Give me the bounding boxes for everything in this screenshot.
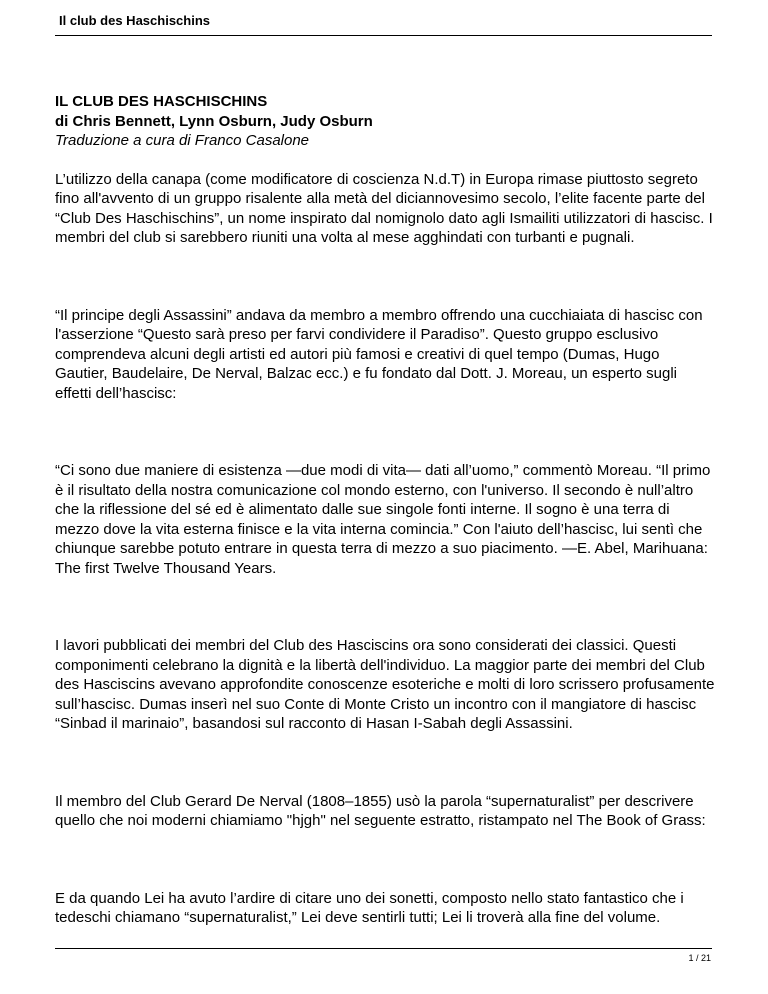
article-title: IL CLUB DES HASCHISCHINS xyxy=(55,93,268,110)
paragraph-2: “Il principe degli Assassini” andava da membro a membro offrendo una cucchiaiata di hascisc con l'asserzione “Questo sarà preso per farvi condividere il Paradiso”. Questo gruppo esclusivo comprendeva alcuni degli artisti ed autori più famosi e creativi di quel tempo (Dumas, Hugo Gautier, Baudelaire, De Nerval, Balzac ecc.) e fu fondato dal Dott. J. Moreau, un esperto sugli effetti dell’hascisc: xyxy=(55,306,703,402)
paragraph-6: E da quando Lei ha avuto l’ardire di citare uno dei sonetti, composto nello stato fantastico che i tedeschi chiamano “supernaturalist,” Lei deve sentirli tutti; Lei li troverà alla fine del volume. xyxy=(55,889,684,926)
running-header-title: Il club des Haschischins xyxy=(59,13,210,28)
footer-divider xyxy=(55,948,712,949)
page-number: 1 / 21 xyxy=(688,953,711,963)
header-divider xyxy=(55,35,712,36)
paragraph-5: Il membro del Club Gerard De Nerval (1808–1855) usò la parola “supernaturalist” per descrivere quello che noi moderni chiamiamo "hjgh" nel seguente estratto, ristampato nel The Book of Grass: xyxy=(55,792,706,829)
paragraph-4: I lavori pubblicati dei membri del Club des Hasciscins ora sono considerati dei classici. Questi componimenti celebrano la dignità e la libertà dell'individuo. La maggior parte dei membri del Club des Hasciscins avevano approfondite conoscenze esoteriche e molti di loro scrissero profusamente sull’hascisc. Dumas inserì nel suo Conte di Monte Cristo un incontro con il mangiatore di hascisc “Sinbad il marinaio”, basandosi sul racconto di Hasan I-Sabah degli Assassini. xyxy=(55,637,715,732)
document-body xyxy=(55,92,715,928)
article-authors: di Chris Bennett, Lynn Osburn, Judy Osburn xyxy=(55,112,373,130)
paragraph-1: L’utilizzo della canapa (come modificatore di coscienza N.d.T) in Europa rimase piuttosto segreto fino all'avvento di un gruppo risalente alla metà del diciannovesimo secolo, l’elite facente parte del “Club Des Haschischins”, un nome inspirato dal nomignolo dato agli Ismailiti utilizzatori di hascisc. I membri del club si sarebbero riuniti una volta al mese agghindati con turbanti e pugnali. xyxy=(55,170,713,246)
article-translator: Traduzione a cura di Franco Casalone xyxy=(55,132,310,149)
paragraph-3: “Ci sono due maniere di esistenza —due modi di vita— dati all’uomo,” commentò Moreau. “Il primo è il risultato della nostra comunicazione col mondo esterno, con l'universo. Il secondo è null’altro che la riflessione del sé ed è alimentato dalle sue singole fonti interne. Il sogno è una terra di mezzo dove la vita esterna finisce e la vita interna comincia.” Con l'aiuto dell’hascisc, lui sentì che chiunque sarebbe potuto entrare in questa terra di mezzo a suo piacimento. —E. Abel, Marihuana: The first Twelve Thousand Years. xyxy=(55,462,711,577)
